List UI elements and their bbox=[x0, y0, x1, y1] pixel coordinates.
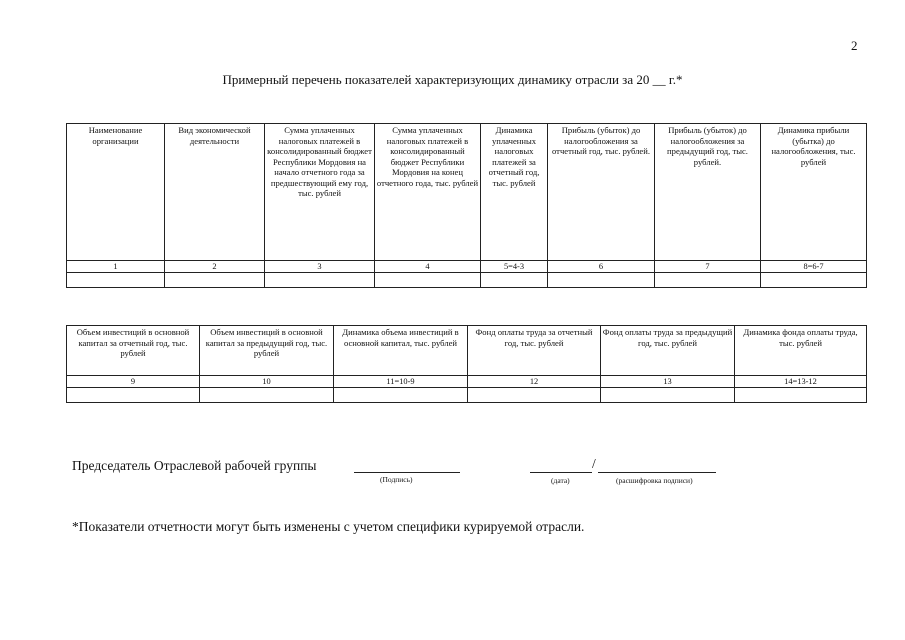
table2-number-cell: 12 bbox=[468, 376, 601, 388]
table1-empty-cell[interactable] bbox=[761, 273, 867, 288]
signature-line[interactable] bbox=[354, 472, 460, 473]
table2-empty-row bbox=[67, 388, 867, 403]
table1-number-cell: 5=4-3 bbox=[481, 261, 548, 273]
table2-number-cell: 13 bbox=[601, 376, 735, 388]
table1-number-cell: 1 bbox=[67, 261, 165, 273]
table2-header-cell: Фонд оплаты труда за предыдущий год, тыс. рублей bbox=[601, 326, 735, 376]
document-title: Примерный перечень показателей характеризующих динамику отрасли за 20 __ г.* bbox=[222, 72, 683, 87]
table1-number-cell: 7 bbox=[655, 261, 761, 273]
table2-empty-cell[interactable] bbox=[67, 388, 200, 403]
table2-empty-cell[interactable] bbox=[334, 388, 468, 403]
table1-empty-cell[interactable] bbox=[548, 273, 655, 288]
indicators-table-2 bbox=[66, 325, 867, 403]
date-caption: (дата) bbox=[551, 476, 570, 485]
table1-number-cell: 8=6-7 bbox=[761, 261, 867, 273]
table1-header-cell: Динамика уплаченных налоговых платежей за отчетный год, тыс. рублей bbox=[481, 124, 548, 261]
decoding-line[interactable] bbox=[598, 472, 716, 473]
table2-number-cell: 9 bbox=[67, 376, 200, 388]
table1-number-cell: 4 bbox=[375, 261, 481, 273]
table1-empty-cell[interactable] bbox=[265, 273, 375, 288]
table1-header-cell: Сумма уплаченных налоговых платежей в консолидированный бюджет Республики Мордовия на начало отчетного года за предшествующий ему год, тыс. рублей bbox=[265, 124, 375, 261]
table1-header-cell: Прибыль (убыток) до налогообложения за предыдущий год, тыс. рублей. bbox=[655, 124, 761, 261]
table2-empty-cell[interactable] bbox=[735, 388, 867, 403]
signature-caption: (Подпись) bbox=[380, 475, 413, 484]
table1-empty-cell[interactable] bbox=[375, 273, 481, 288]
footnote: *Показатели отчетности могут быть изменены с учетом специфики курируемой отрасли. bbox=[72, 519, 585, 534]
table1-empty-cell[interactable] bbox=[481, 273, 548, 288]
decoding-caption: (расшифровка подписи) bbox=[616, 476, 693, 485]
table1-empty-cell[interactable] bbox=[655, 273, 761, 288]
date-line[interactable] bbox=[530, 472, 592, 473]
table2-empty-cell[interactable] bbox=[468, 388, 601, 403]
table2-empty-cell[interactable] bbox=[200, 388, 334, 403]
indicators-table-1 bbox=[66, 123, 867, 288]
slash-separator: / bbox=[592, 456, 596, 471]
table1-empty-cell[interactable] bbox=[67, 273, 165, 288]
table1-number-cell: 2 bbox=[165, 261, 265, 273]
table2-header-cell: Динамика фонда оплаты труда, тыс. рублей bbox=[735, 326, 867, 376]
table2-header-cell: Объем инвестиций в основной капитал за отчетный год, тыс. рублей bbox=[67, 326, 200, 376]
table2-number-row bbox=[67, 376, 867, 388]
table1-header-cell: Прибыль (убыток) до налогообложения за отчетный год, тыс. рублей. bbox=[548, 124, 655, 261]
table2-header-row bbox=[67, 326, 867, 376]
table1-header-cell: Динамика прибыли (убытка) до налогообложения, тыс. рублей bbox=[761, 124, 867, 261]
table1-header-row bbox=[67, 124, 867, 261]
table2-header-cell: Объем инвестиций в основной капитал за предыдущий год, тыс. рублей bbox=[200, 326, 334, 376]
table2-empty-cell[interactable] bbox=[601, 388, 735, 403]
table1-number-cell: 3 bbox=[265, 261, 375, 273]
table2-number-cell: 10 bbox=[200, 376, 334, 388]
page-number: 2 bbox=[851, 38, 858, 53]
table1-header-cell: Сумма уплаченных налоговых платежей в консолидированный бюджет Республики Мордовия на конец отчетного года, тыс. рублей bbox=[375, 124, 481, 261]
table1-empty-cell[interactable] bbox=[165, 273, 265, 288]
table2-header-cell: Фонд оплаты труда за отчетный год, тыс. рублей bbox=[468, 326, 601, 376]
table1-header-cell: Наименование организации bbox=[67, 124, 165, 261]
table1-number-row bbox=[67, 261, 867, 273]
table1-empty-row bbox=[67, 273, 867, 288]
signature-label: Председатель Отраслевой рабочей группы bbox=[72, 458, 317, 473]
table1-number-cell: 6 bbox=[548, 261, 655, 273]
table2-number-cell: 14=13-12 bbox=[735, 376, 867, 388]
table2-header-cell: Динамика объема инвестиций в основной капитал, тыс. рублей bbox=[334, 326, 468, 376]
table2-number-cell: 11=10-9 bbox=[334, 376, 468, 388]
table1-header-cell: Вид экономической деятельности bbox=[165, 124, 265, 261]
